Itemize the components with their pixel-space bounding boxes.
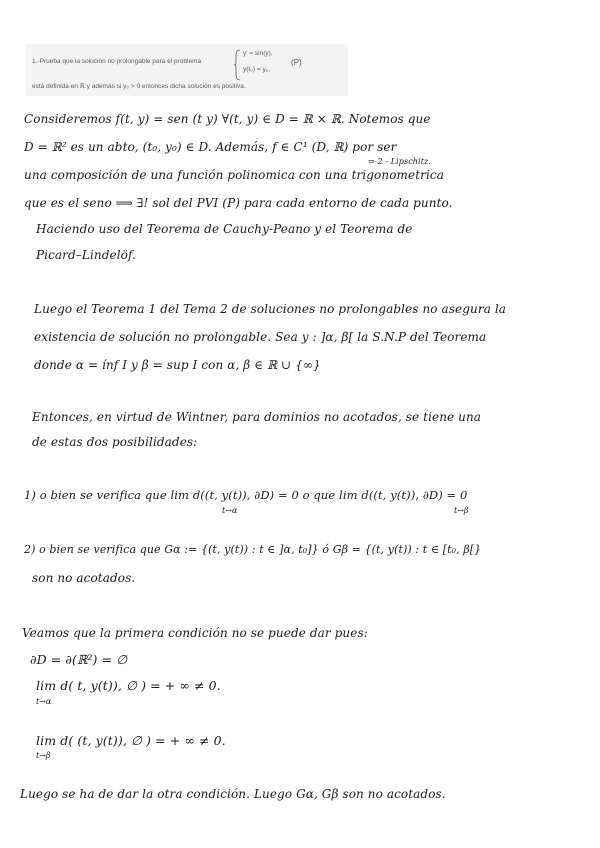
note-line-12: 1) o bien se verifica que lim d((t, y(t)), ∂D) = 0 o que lim d((t, y(t)), ∂D) = 0 xyxy=(24,488,468,502)
note-line-18: lim d( (t, y(t)), ∅ ) = + ∞ ≠ 0. xyxy=(36,733,226,748)
note-line-10: Entonces, en virtud de Wintner, para dominios no acotados, se tiene una xyxy=(32,410,482,424)
system-equation-top: y' = sin(y), xyxy=(243,50,273,57)
note-line-08: existencia de solución no prolongable. Sea y : ]α, β[ la S.N.P del Teorema xyxy=(34,330,487,344)
note-line-16: ∂D = ∂(ℝ²) = ∅ xyxy=(30,652,128,667)
left-brace-icon xyxy=(234,49,242,81)
note-line-13: 2) o bien se verifica que Gα := {(t, y(t)) : t ∈ ]α, t₀]} ó Gβ = {(t, y(t)) : t ∈ [t₀, β[} xyxy=(24,543,482,556)
note-line-07: Luego el Teorema 1 del Tema 2 de soluciones no prolongables no asegura la xyxy=(34,302,507,316)
note-line-15: Veamos que la primera condición no se puede dar pues: xyxy=(22,626,368,640)
note-line-17-sub: t→α xyxy=(36,697,52,706)
note-line-05: Haciendo uso del Teorema de Cauchy-Peano y el Teorema de xyxy=(36,222,413,236)
note-line-17: lim d( t, y(t)), ∅ ) = + ∞ ≠ 0. xyxy=(36,678,221,693)
note-line-04: que es el seno ⟹ ∃! sol del PVI (P) para cada entorno de cada punto. xyxy=(24,196,453,210)
system-equation-bottom: y(t₀) = y₀, xyxy=(243,66,271,73)
problem-line-1: 1.-Prueba que la solución no prolongable para el problema xyxy=(32,58,202,65)
note-line-06: Picard–Lindelöf. xyxy=(36,248,137,262)
note-line-12-sub-beta: t→β xyxy=(454,506,469,515)
note-line-03: una composición de una función polinomica con una trigonometrica xyxy=(24,168,444,182)
note-line-02: D = ℝ² es un abto, (t₀, y₀) ∈ D. Además, f ∈ C¹ (D, ℝ) por ser xyxy=(24,140,397,154)
note-line-14: son no acotados. xyxy=(32,571,136,585)
note-line-02-annotation: ⇒ 2 - Lipschitz. xyxy=(368,157,431,166)
problem-label: (P) xyxy=(291,58,302,67)
note-line-01: Consideremos f(t, y) = sen (t y) ∀(t, y) ∈ D = ℝ × ℝ. Notemos que xyxy=(24,112,431,126)
note-line-18-sub: t→β xyxy=(36,751,51,760)
problem-line-2: está definida en ℝ y además si y₀ > 0 entonces dicha solución es positiva. xyxy=(32,83,246,90)
note-line-11: de estas dos posibilidades: xyxy=(32,435,198,449)
note-line-12-sub-alpha: t→α xyxy=(222,506,238,515)
note-line-09: donde α = ínf I y β = sup I con α, β ∈ ℝ ∪ {∞} xyxy=(34,358,321,372)
note-line-19: Luego se ha de dar la otra condición. Luego Gα, Gβ son no acotados. xyxy=(20,787,446,801)
problem-statement-box xyxy=(26,44,348,96)
